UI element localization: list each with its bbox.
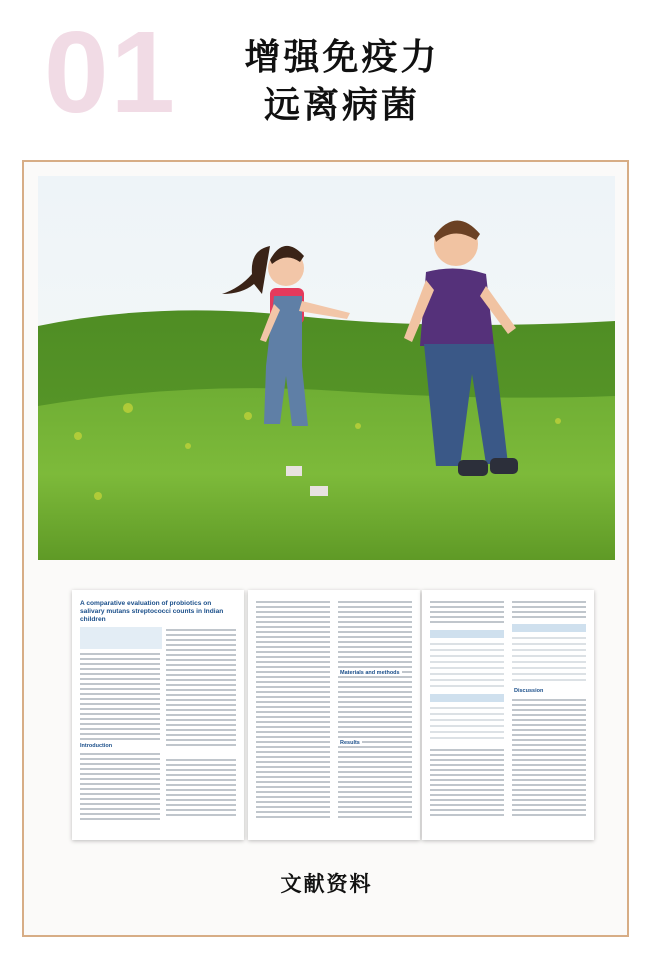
references-label: 文献资料 (280, 872, 373, 896)
title-line-2: 远离病菌 (263, 85, 420, 126)
children-running-photo (38, 176, 615, 560)
paper-page-2 (248, 590, 420, 840)
section-heading-methods: Materials and methods (340, 670, 400, 676)
page-title (212, 34, 472, 130)
section-heading-discussion: Discussion (514, 688, 544, 694)
section-heading-results: Results (340, 740, 360, 746)
title-line-1: 增强免疫力 (244, 37, 440, 78)
section-heading-intro: Introduction (80, 743, 113, 749)
research-paper-pages (70, 590, 595, 842)
paper-title: A comparative evaluation of probiotics on salivary mutans streptococci counts in Indian children (80, 600, 224, 623)
section-number: 01 (44, 7, 178, 137)
paper-page-3 (422, 590, 594, 840)
paper-page-1 (72, 590, 244, 840)
